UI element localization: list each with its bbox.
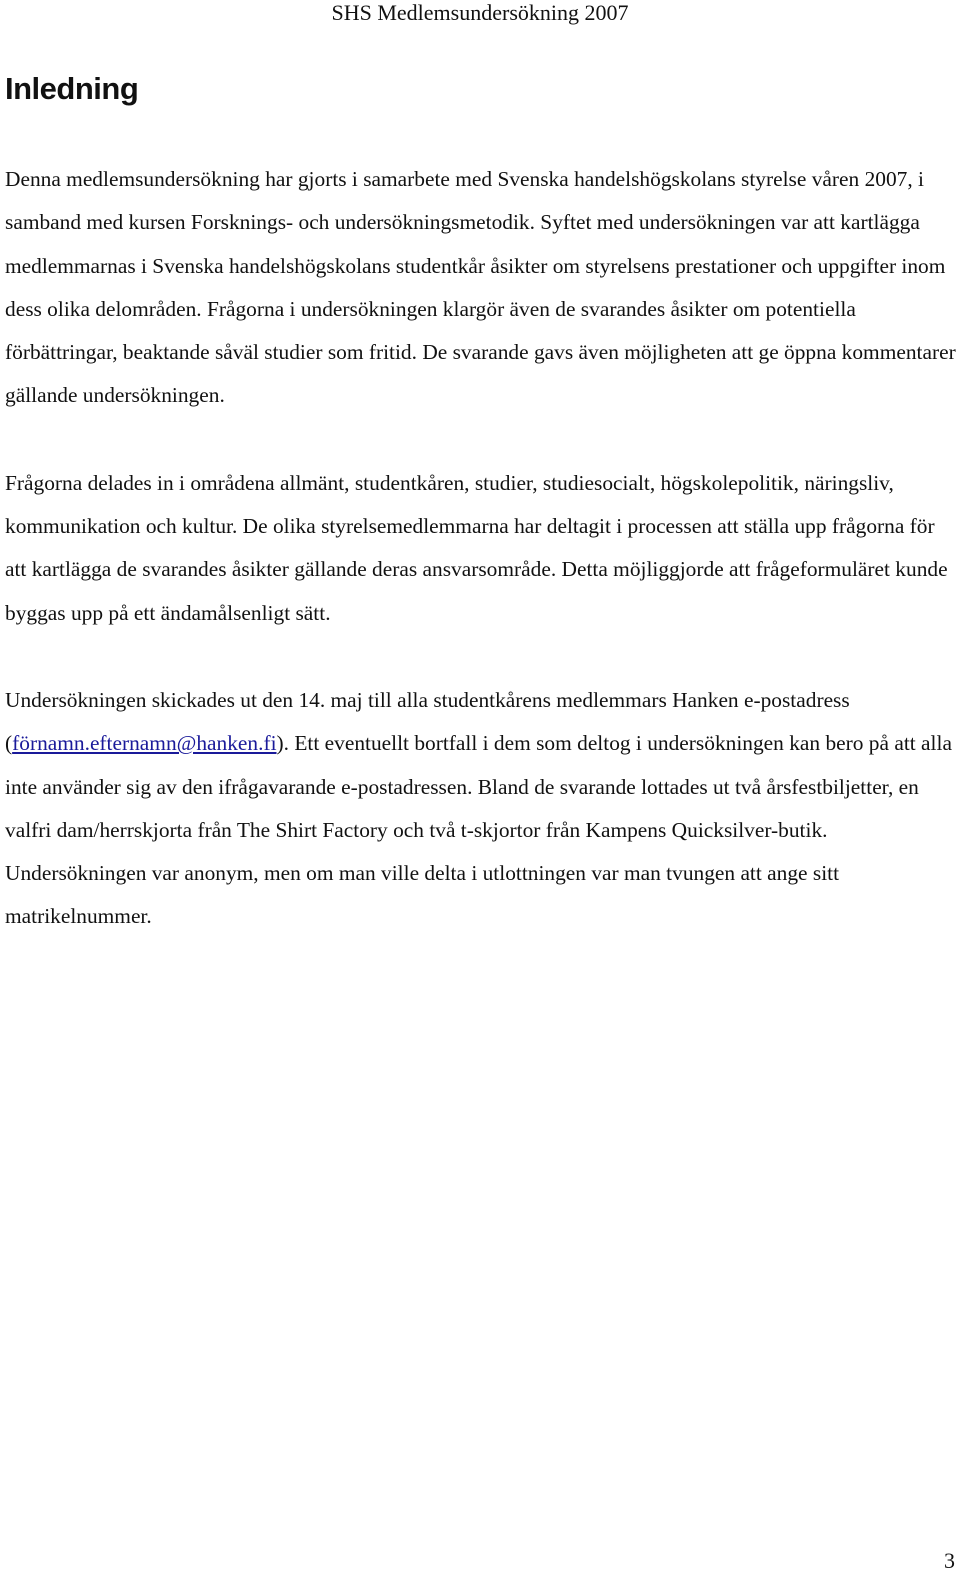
paragraph-distribution xyxy=(5,679,957,939)
paragraph-question-areas: Frågorna delades in i områdena allmänt, studentkåren, studier, studiesocialt, högskolepolitik, näringsliv, kommunikation och kultur. De olika styrelsemedlemmarna har deltagit i processen att ställa upp frågorna för att kartlägga de svarandes åsikter gällande deras ansvarsområde. Detta möjliggjorde att frågeformuläret kunde byggas upp på ett ändamålsenligt sätt. xyxy=(5,470,948,625)
document-body xyxy=(5,158,957,983)
running-header: SHS Medlemsundersökning 2007 xyxy=(331,0,629,25)
email-link[interactable]: förnamn.efternamn@hanken.fi xyxy=(12,731,277,756)
paragraph-distribution-text-end: ). Ett eventuellt bortfall i dem som deltog i undersökningen kan bero på att alla inte använder sig av den ifrågavarande e-postadressen. Bland de svarande lottades ut två årsfestbiljetter, en valfri dam/herrskjorta från The Shirt Factory och två t-skjortor från Kampens Quicksilver-butik. Undersökningen var anonym, men om man ville delta i utlottningen var man tvungen att ange sitt matrikelnummer. xyxy=(5,731,952,929)
paragraph-intro: Denna medlemsundersökning har gjorts i samarbete med Svenska handelshögskolans styrelse våren 2007, i samband med kursen Forsknings- och undersökningsmetodik. Syftet med undersökningen var att kartlägga medlemmarnas i Svenska handelshögskolans studentkår åsikter om styrelsens prestationer och uppgifter inom dess olika delområden. Frågorna i undersökningen klargör även de svarandes åsikter om potentiella förbättringar, beaktande såväl studier som fritid. De svarande gavs även möjligheten att ge öppna kommentarer gällande undersökningen. xyxy=(5,167,956,408)
page-number: 3 xyxy=(944,1548,955,1573)
paragraph-distribution-text-start: Undersökningen skickades ut den 14. maj till alla studentkårens medlemmars Hanken e-postadress ( xyxy=(5,687,850,756)
section-heading: Inledning xyxy=(5,71,139,106)
